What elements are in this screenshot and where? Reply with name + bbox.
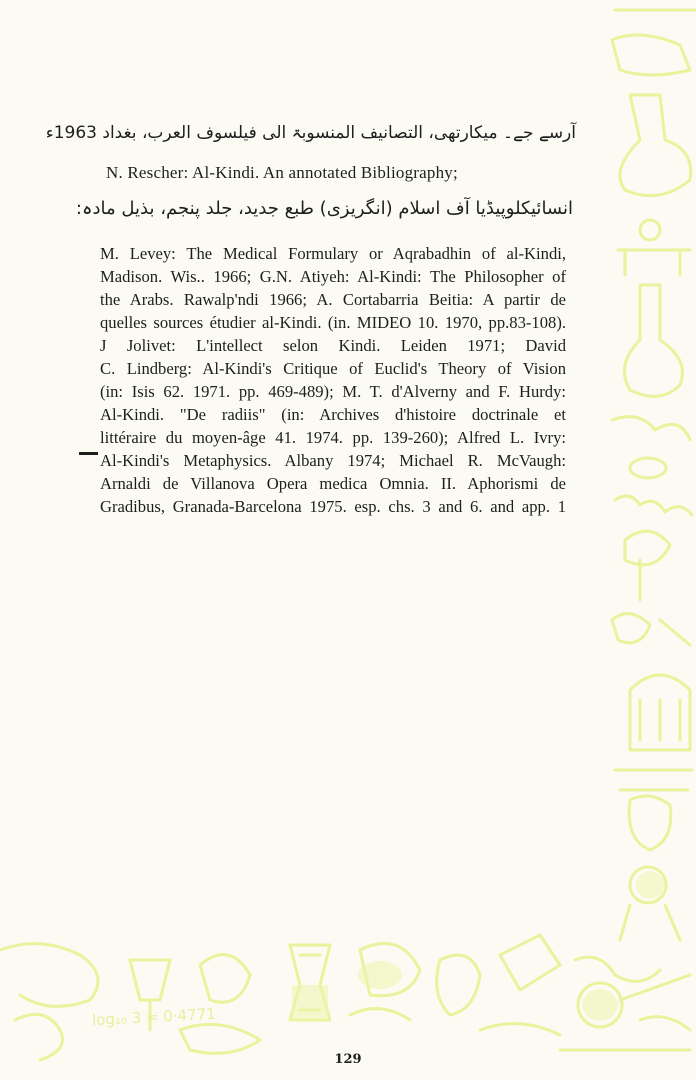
margin-dash-mark <box>79 452 98 455</box>
page-number: 129 <box>334 1052 362 1067</box>
bibliography-line: J Jolivet: L'intellect selon Kindi. Leiden 1971; David <box>100 336 566 355</box>
bibliography-line: C. Lindberg: Al-Kindi's Critique of Euclid's Theory of Vision <box>100 359 566 378</box>
bibliography-line: Gradibus, Granada-Barcelona 1975. esp. chs. 3 and 6. and app. 1 <box>100 497 566 516</box>
bibliography-line: Arnaldi de Villanova Opera medica Omnia. II. Aphorismi de <box>100 474 566 493</box>
bibliography-line: Al-Kindi. "De radiis" (in: Archives d'histoire doctrinale et <box>100 405 566 424</box>
urdu-reference-line-2: انسائیکلوپیڈیا آف اسلام (انگریزی) طبع جدید، جلد پنجم، بذیل مادہ: <box>75 198 573 219</box>
bibliography-line: Madison. Wis.. 1966; G.N. Atiyeh: Al-Kindi: The Philosopher of <box>100 267 566 286</box>
rescher-bibliography-line: N. Rescher: Al-Kindi. An annotated Bibliography; <box>106 163 458 182</box>
urdu-reference-line-1: آرسے جے۔ میکارتھی، التصانیف المنسوبۃ الی فیلسوف العرب، بغداد 1963ء <box>45 123 576 143</box>
bibliography-line: littéraire du moyen-âge 41. 1974. pp. 139-260); Alfred L. Ivry: <box>100 428 566 447</box>
bibliography-line: the Arabs. Rawalp'ndi 1966; A. Cortabarria Beitia: A partir de <box>100 290 566 309</box>
bibliography-line: (in: Isis 62. 1971. pp. 469-489); M. T. d'Alverny and F. Hurdy: <box>100 382 566 401</box>
border-log-note: log₁₀ 3 = 0·4771 <box>91 1004 217 1030</box>
bibliography-line: M. Levey: The Medical Formulary or Aqrabadhin of al-Kindi, <box>100 244 566 263</box>
bibliography-line: quelles sources étudier al-Kindi. (in. MIDEO 10. 1970, pp.83-108). <box>100 313 566 332</box>
bibliography-line: Al-Kindi's Metaphysics. Albany 1974; Michael R. McVaugh: <box>100 451 566 470</box>
